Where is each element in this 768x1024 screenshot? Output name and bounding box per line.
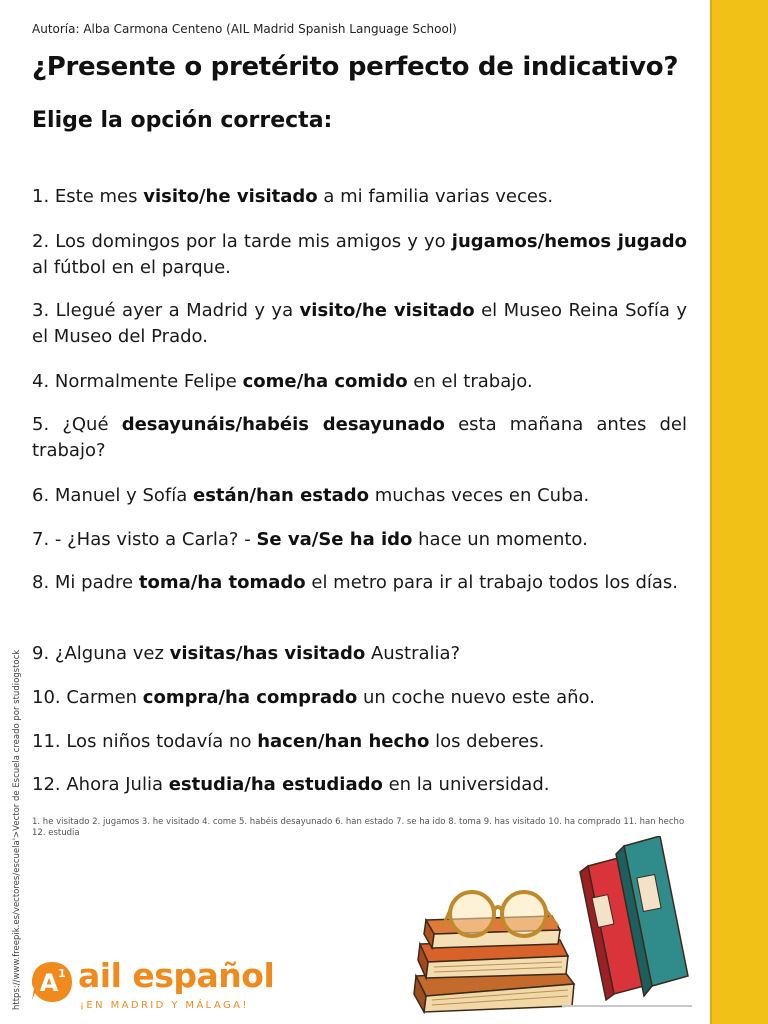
answer-options: hacen/han hecho: [257, 731, 430, 752]
author-line: Autoría: Alba Carmona Centeno (AIL Madrid Spanish Language School): [32, 22, 457, 36]
exercise-item-12: 12. Ahora Julia estudia/ha estudiado en la universidad.: [32, 774, 550, 795]
exercise-item-3: 3. Llegué ayer a Madrid y ya visito/he visitado el Museo Reina Sofía y el Museo del Prado.: [32, 300, 687, 347]
page-title: ¿Presente o pretérito perfecto de indicativo?: [32, 52, 679, 82]
answer-key: 1. he visitado 2. jugamos 3. he visitado 4. come 5. habéis desayunado 6. han estado 7. se ha ido 8. toma 9. has visitado 10. ha comprado 11. han hecho 12. estudia: [32, 817, 685, 838]
exercise-item-1: 1. Este mes visito/he visitado a mi familia varias veces.: [32, 186, 554, 207]
logo-tagline: ¡EN MADRID Y MÁLAGA!: [80, 1000, 249, 1011]
image-credit-vertical: https://www.freepik.es/vectores/escuela'>Vector de Escuela creado por studiogstock: [12, 649, 22, 1010]
instructions-heading: Elige la opción correcta:: [32, 108, 333, 133]
answer-options: visito/he visitado: [143, 186, 318, 207]
exercise-item-10: 10. Carmen compra/ha comprado un coche nuevo este año.: [32, 687, 595, 708]
exercise-item-8: 8. Mi padre toma/ha tomado el metro para ir al trabajo todos los días.: [32, 572, 679, 593]
logo-wordmark: ail español: [78, 956, 275, 995]
answer-options: Se va/Se ha ido: [256, 529, 413, 550]
answer-options: jugamos/hemos jugado: [451, 231, 687, 252]
logo-mark-sup: 1: [58, 967, 66, 980]
ail-logo: [30, 956, 275, 1014]
exercise-item-9: 9. ¿Alguna vez visitas/has visitado Australia?: [32, 643, 461, 664]
answer-options: estudia/ha estudiado: [168, 774, 383, 795]
answer-options: visito/he visitado: [299, 300, 475, 321]
answer-options: toma/ha tomado: [138, 572, 306, 593]
exercise-item-4: 4. Normalmente Felipe come/ha comido en el trabajo.: [32, 371, 533, 392]
exercise-item-5: 5. ¿Qué desayunáis/habéis desayunado esta mañana antes del trabajo?: [32, 414, 688, 461]
books-and-glasses-illustration: [412, 836, 702, 1014]
exercise-item-2: 2. Los domingos por la tarde mis amigos y yo jugamos/hemos jugado al fútbol en el parque.: [32, 231, 687, 278]
answer-options: visitas/has visitado: [169, 643, 366, 664]
logo-mark-letter: A: [39, 969, 59, 997]
answer-options: compra/ha comprado: [142, 687, 358, 708]
logo-mark-icon: [30, 960, 74, 1004]
exercise-item-7: 7. - ¿Has visto a Carla? - Se va/Se ha ido hace un momento.: [32, 529, 588, 550]
answer-options: están/han estado: [192, 485, 370, 506]
answer-options: desayunáis/habéis desayunado: [121, 414, 445, 435]
exercise-item-11: 11. Los niños todavía no hacen/han hecho los deberes.: [32, 731, 545, 752]
exercise-item-6: 6. Manuel y Sofía están/han estado muchas veces en Cuba.: [32, 485, 590, 506]
answer-options: come/ha comido: [242, 371, 408, 392]
yellow-side-bar: [710, 0, 768, 1024]
